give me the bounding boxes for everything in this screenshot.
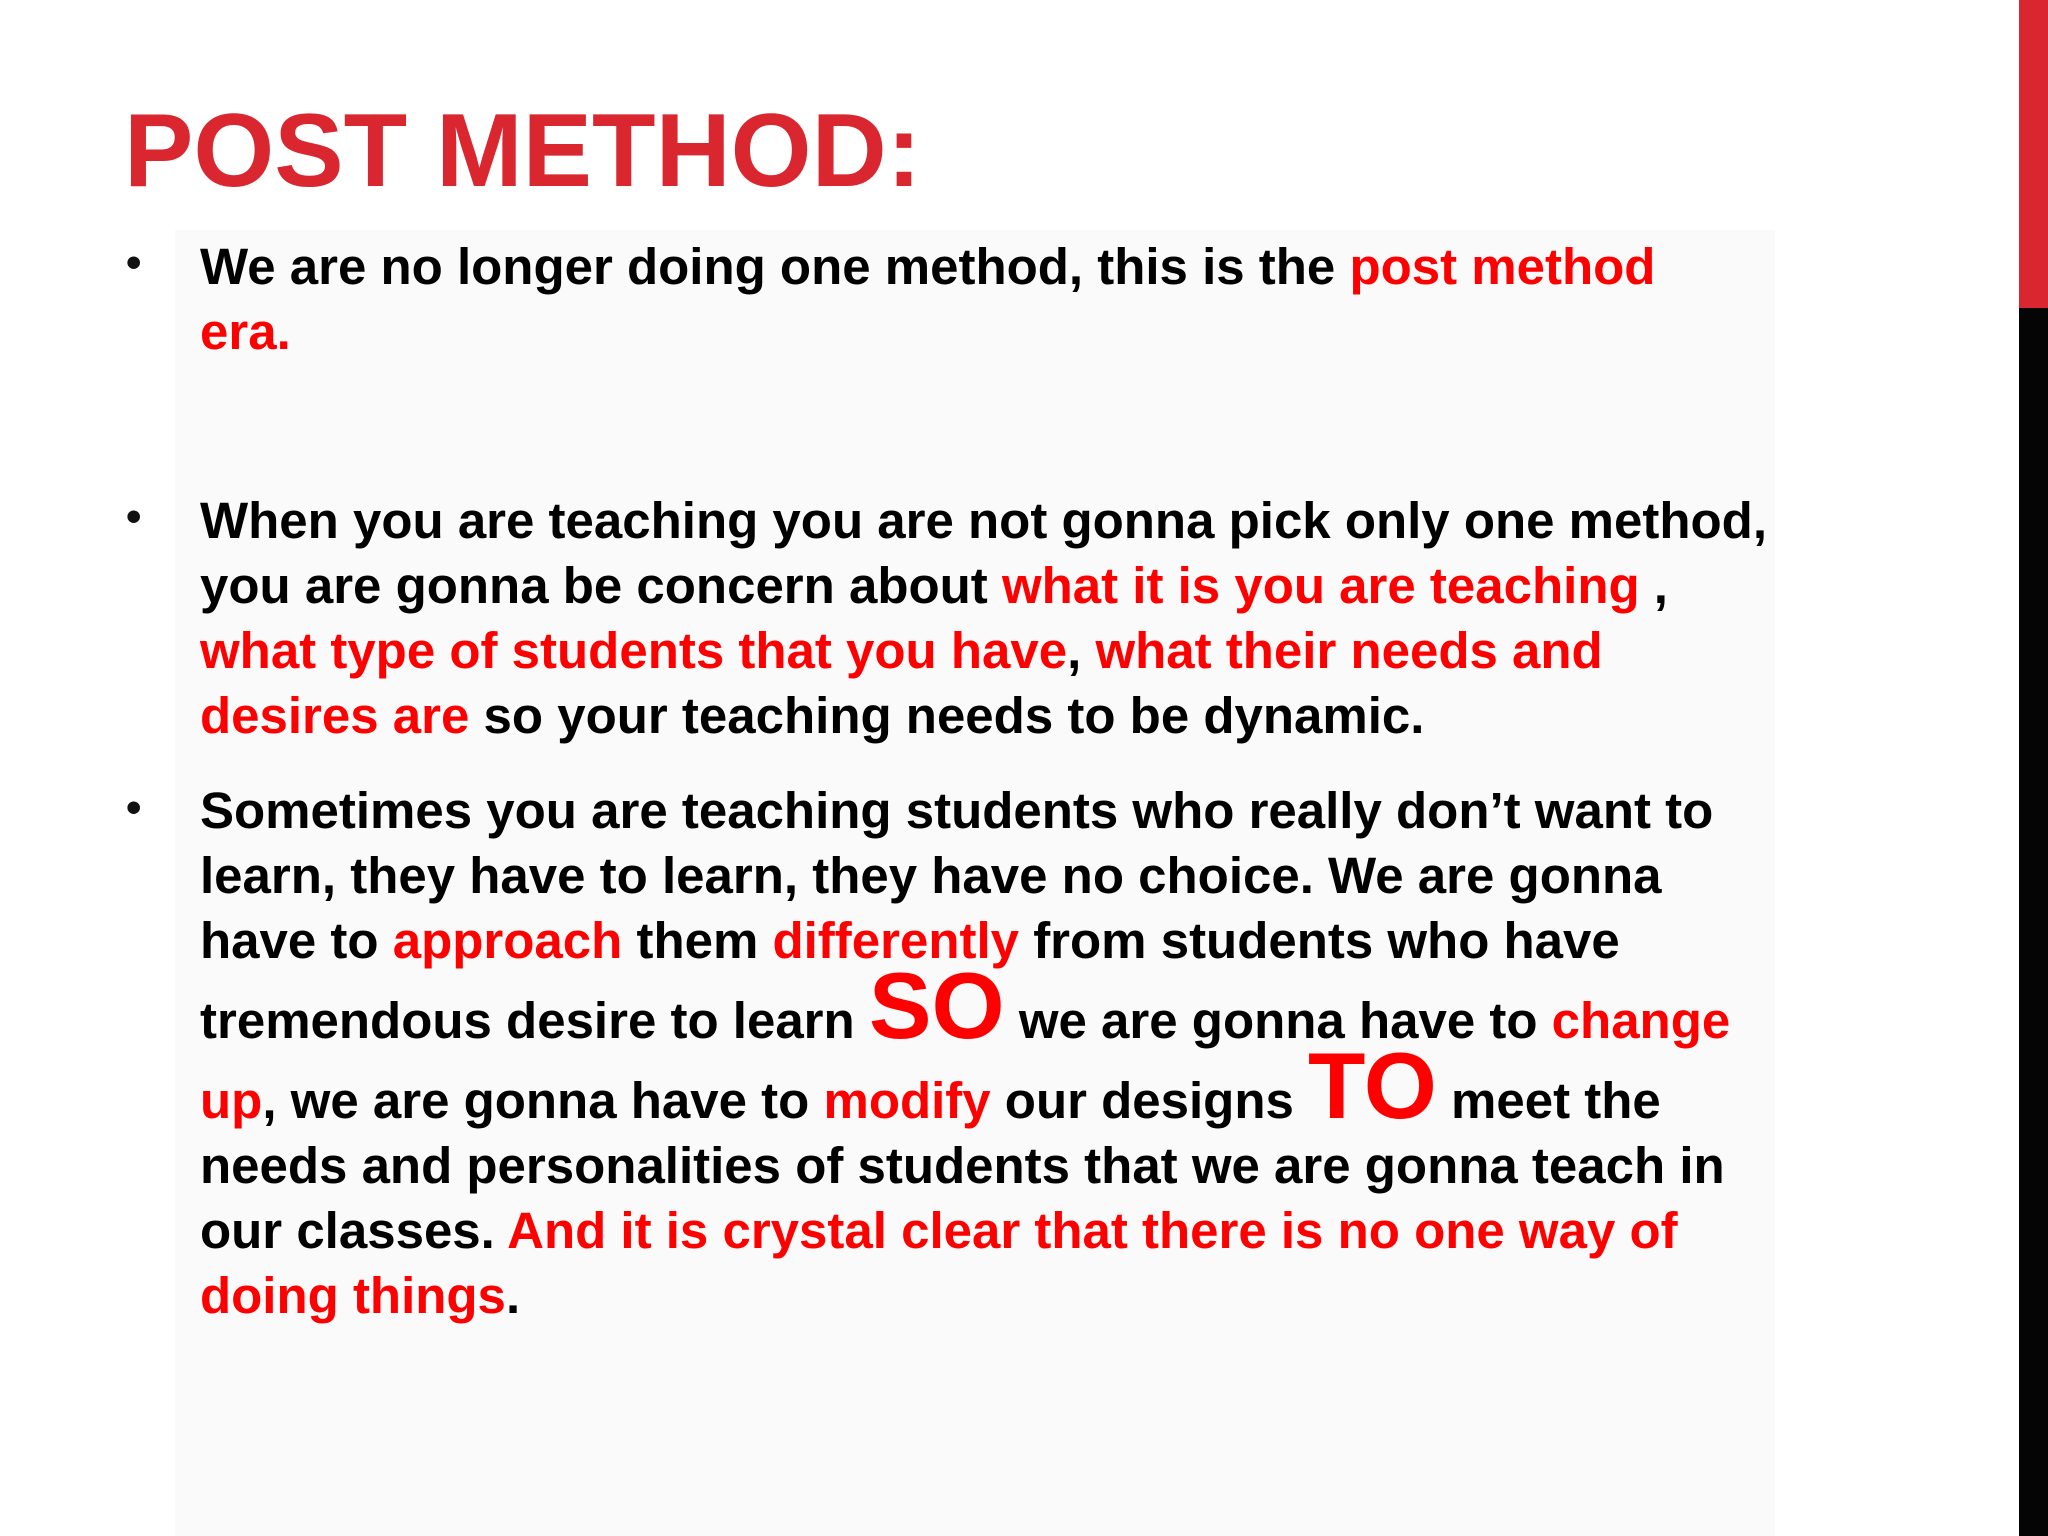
text-segment: ,: [1653, 557, 1668, 614]
text-segment: We are no longer doing one method, this is the: [200, 238, 1350, 295]
accent-bar-top: [2019, 0, 2048, 308]
highlight-segment: what their needs and desires are: [200, 622, 1603, 744]
highlight-segment: And it is crystal clear that there is no one way of doing things: [200, 1202, 1678, 1324]
text-segment: we are gonna have to: [1004, 992, 1552, 1049]
accent-bar-bottom: [2019, 308, 2048, 1536]
text-segment: When you are teaching you are not gonna pick only one method, you are gonna be concern about: [200, 492, 1768, 614]
emphasis-word-so: SO: [868, 953, 1005, 1058]
text-segment: them: [622, 912, 773, 969]
text-segment: Sometimes you are teaching students who really don’t want to learn, they have to learn, they have no choice. We are gonna have to: [200, 782, 1714, 969]
highlight-segment: what type of students that you have: [200, 622, 1068, 679]
highlight-segment: differently: [772, 912, 1020, 969]
highlight-segment: change up: [200, 992, 1731, 1129]
bullet-text-1: [200, 234, 1760, 364]
highlight-segment: post method era.: [200, 238, 1656, 360]
text-segment: meet the needs and personalities of students that we are gonna teach in our classes.: [200, 1072, 1725, 1259]
text-segment: ,: [1067, 622, 1096, 679]
text-segment: .: [505, 1267, 521, 1324]
text-segment: , we are gonna have to: [262, 1072, 824, 1129]
bullet-marker: •: [126, 238, 142, 287]
highlight-segment: what it is you are teaching: [1001, 557, 1654, 614]
text-segment: so your teaching needs to be dynamic.: [469, 687, 1425, 744]
bullet-text-3: [200, 778, 1760, 1328]
bullet-text-2: [200, 488, 1790, 748]
bullet-marker: •: [126, 783, 142, 832]
text-segment: from students who have tremendous desire to learn: [200, 912, 1620, 1049]
slide-title: POST METHOD:: [124, 93, 922, 209]
text-segment: our designs: [990, 1072, 1309, 1129]
emphasis-word-to: TO: [1308, 1033, 1437, 1138]
bullet-marker: •: [126, 492, 142, 541]
highlight-segment: modify: [823, 1072, 991, 1129]
highlight-segment: approach: [392, 912, 623, 969]
